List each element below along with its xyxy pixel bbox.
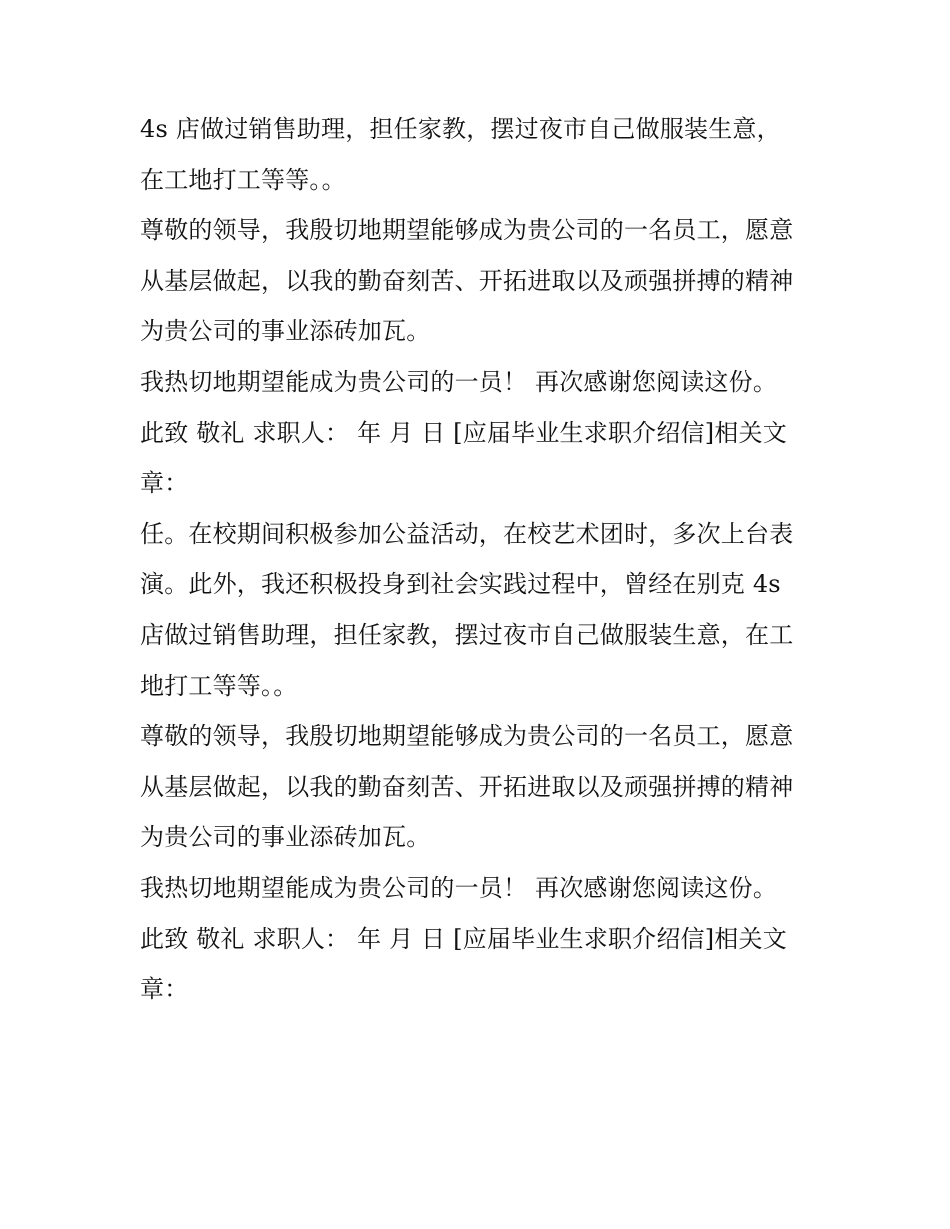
text-line: 4s 店做过销售助理，担任家教，摆过夜市自己做服装生意，: [140, 115, 781, 143]
text-line: 地打工等等。。: [140, 671, 298, 700]
text-line: 从基层做起，以我的勤奋刻苦、开拓进取以及顽强拼搏的精神: [140, 266, 794, 295]
text-line: 店做过销售助理，担任家教，摆过夜市自己做服装生意，在工: [140, 620, 794, 649]
text-line: 从基层做起，以我的勤奋刻苦、开拓进取以及顽强拼搏的精神: [140, 772, 794, 801]
text-line: 演。此外，我还积极投身到社会实践过程中，曾经在别克 4s: [140, 570, 781, 599]
text-line: 我热切地期望能成为贵公司的一员！ 再次感谢您阅读这份。: [140, 367, 778, 396]
text-line: 尊敬的领导，我殷切地期望能够成为贵公司的一名员工，愿意: [140, 216, 794, 245]
text-line: 章：: [140, 975, 189, 1004]
text-line: 尊敬的领导，我殷切地期望能够成为贵公司的一名员工，愿意: [140, 722, 794, 751]
text-line: 任。在校期间积极参加公益活动，在校艺术团时，多次上台表: [140, 519, 794, 548]
text-line: 为贵公司的事业添砖加瓦。: [140, 317, 431, 346]
text-line: 为贵公司的事业添砖加瓦。: [140, 823, 431, 852]
text-line: 我热切地期望能成为贵公司的一员！ 再次感谢您阅读这份。: [140, 873, 778, 902]
text-line: 章：: [140, 469, 189, 498]
text-line: 此致 敬礼 求职人： 年 月 日 [应届毕业生求职介绍信]相关文: [140, 418, 787, 447]
text-line: 在工地打工等等。。: [140, 165, 346, 194]
text-line: 此致 敬礼 求职人： 年 月 日 [应届毕业生求职介绍信]相关文: [140, 924, 787, 953]
document-body: [140, 104, 820, 1015]
